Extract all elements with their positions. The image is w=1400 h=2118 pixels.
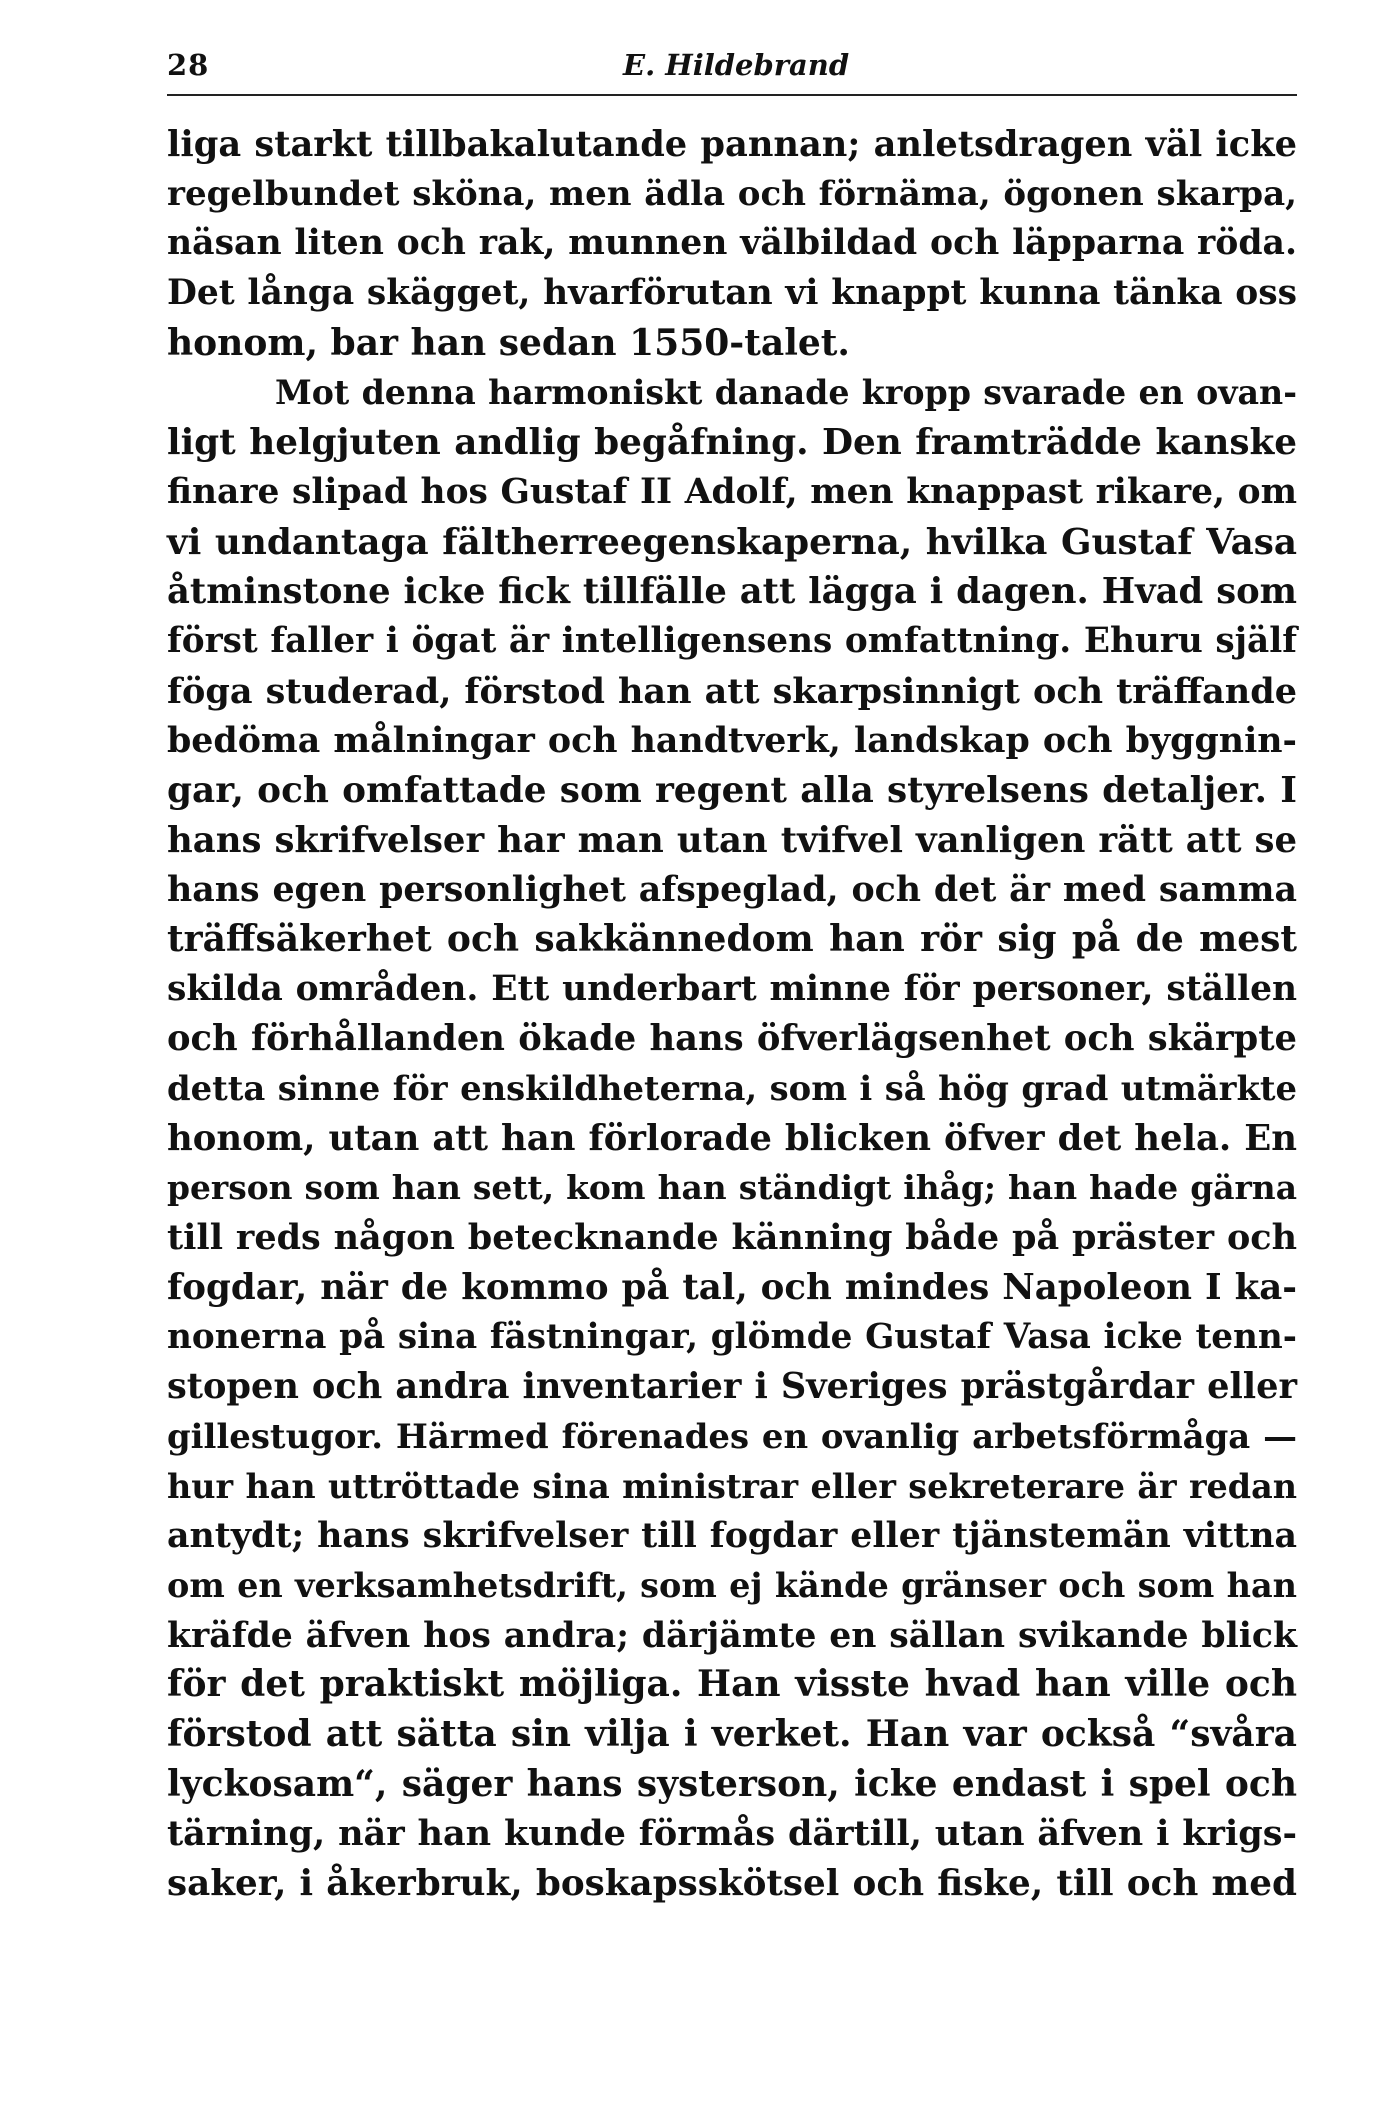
- body-text: [167, 120, 1297, 1909]
- text-line: hans egen personlighet afspeglad, och det är med samma: [167, 869, 1297, 911]
- text-line: hur han uttröttade sina ministrar eller sekreterare är redan: [167, 1466, 1297, 1506]
- page-number: 28: [167, 48, 210, 82]
- text-line: först faller i ögat är intelligensens omfattning. Ehuru själf: [167, 620, 1297, 661]
- text-line: åtminstone icke fick tillfälle att lägga i dagen. Hvad som: [167, 571, 1297, 613]
- text-line: kräfde äfven hos andra; därjämte en sällan svikande blick: [167, 1614, 1297, 1656]
- text-line: för det praktiskt möjliga. Han visste hvad han ville och: [167, 1663, 1297, 1706]
- text-line: stopen och andra inventarier i Sveriges prästgårdar eller: [167, 1366, 1297, 1408]
- text-line: Det långa skägget, hvarförutan vi knappt kunna tänka oss: [167, 273, 1297, 314]
- text-line: vi undantaga fältherreegenskaperna, hvilka Gustaf Vasa: [167, 520, 1297, 563]
- text-line: bedöma målningar och handtverk, landskap och byggnin-: [167, 720, 1297, 762]
- text-line: regelbundet sköna, men ädla och förnäma, ögonen skarpa,: [167, 173, 1297, 214]
- text-line: näsan liten och rak, munnen välbildad och läpparna röda.: [167, 223, 1297, 264]
- text-line: saker, i åkerbruk, boskapsskötsel och fiske, till och med: [167, 1862, 1297, 1905]
- text-line: gar, och omfattade som regent alla styrelsens detaljer. I: [167, 768, 1297, 811]
- text-line: nonerna på sina fästningar, glömde Gustaf Vasa icke tenn-: [167, 1316, 1297, 1357]
- text-line: och förhållanden ökade hans öfverlägsenhet och skärpte: [167, 1018, 1297, 1060]
- text-line: lyckosam“, säger hans systerson, icke endast i spel och: [167, 1762, 1297, 1805]
- text-line: hans skrifvelser har man utan tvifvel vanligen rätt att se: [167, 819, 1297, 861]
- text-line: liga starkt tillbakalutande pannan; anletsdragen väl icke: [167, 124, 1297, 165]
- text-line: fogdar, när de kommo på tal, och mindes Napoleon I ka-: [167, 1266, 1297, 1308]
- running-head-author: E. Hildebrand: [623, 48, 850, 82]
- text-line: detta sinne för enskildheterna, som i så hög grad utmärkte: [167, 1068, 1297, 1109]
- text-line: om en verksamhetsdrift, som ej kände gränser och som han: [167, 1565, 1297, 1605]
- text-line: till reds någon betecknande känning både på präster och: [167, 1217, 1297, 1259]
- text-line: antydt; hans skrifvelser till fogdar eller tjänstemän vittna: [167, 1515, 1297, 1557]
- text-line: ligt helgjuten andlig begåfning. Den framträdde kanske: [167, 421, 1297, 464]
- text-line: skilda områden. Ett underbart minne för personer, ställen: [167, 968, 1297, 1009]
- text-line: honom, utan att han förlorade blicken öfver det hela. En: [167, 1117, 1297, 1159]
- text-line: gillestugor. Härmed förenades en ovanlig arbetsförmåga —: [167, 1415, 1297, 1456]
- text-line: person som han sett, kom han ständigt ihåg; han hade gärna: [167, 1168, 1297, 1208]
- text-line: Mot denna harmoniskt danade kropp svarade en ovan-: [275, 373, 1297, 413]
- text-line: tärning, när han kunde förmås därtill, utan äfven i krigs-: [167, 1813, 1297, 1855]
- running-head: [167, 44, 1297, 96]
- text-line: förstod att sätta sin vilja i verket. Han var också “svåra: [167, 1713, 1297, 1755]
- text-line: träffsäkerhet och sakkännedom han rör sig på de mest: [167, 918, 1297, 960]
- text-line: honom, bar han sedan 1550-talet.: [167, 321, 850, 364]
- text-line: finare slipad hos Gustaf II Adolf, men knappast rikare, om: [167, 471, 1297, 512]
- text-line: föga studerad, förstod han att skarpsinnigt och träffande: [167, 670, 1297, 712]
